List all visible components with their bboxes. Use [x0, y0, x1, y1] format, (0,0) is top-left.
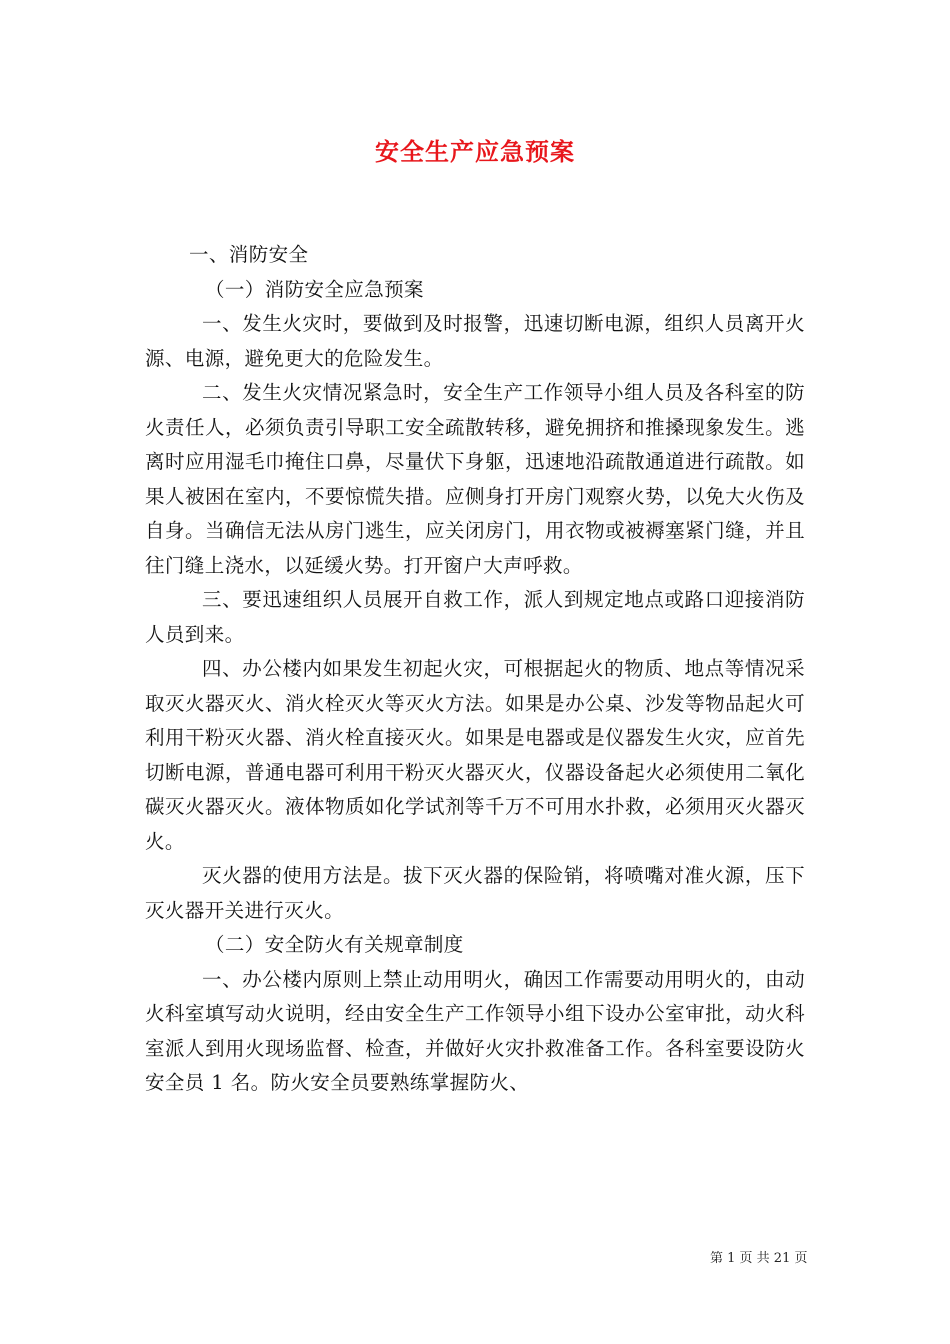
subsection-heading-emergency-plan: （一）消防安全应急预案: [205, 277, 424, 301]
paragraph-alarm: 一、发生火灾时，要做到及时报警，迅速切断电源，组织人员离开火源、电源，避免更大的危险发生。: [145, 312, 805, 370]
section-heading-fire-safety: 一、消防安全: [189, 243, 309, 266]
paragraph-open-flame-rules: 一、办公楼内原则上禁止动用明火，确因工作需要动用明火的，由动火科室填写动火说明，经由安全生产工作领导小组下设办公室审批，动火科室派人到用火现场监督、检查，并做好火灾扑救准备工作。各科室要设防火安全员 1 名。防火安全员要熟练掌握防火、: [145, 967, 805, 1094]
page-number: 第 1 页 共 21 页: [710, 1251, 808, 1266]
document-title: 安全生产应急预案: [375, 137, 575, 166]
subsection-heading-regulations: （二）安全防火有关规章制度: [205, 933, 464, 956]
paragraph-self-rescue: 三、要迅速组织人员展开自救工作，派人到规定地点或路口迎接消防人员到来。: [145, 588, 805, 646]
document-body: [145, 238, 805, 1101]
paragraph-evacuation: 二、发生火灾情况紧急时，安全生产工作领导小组人员及各科室的防火责任人，必须负责引导职工安全疏散转移，避免拥挤和推搡现象发生。逃离时应用湿毛巾掩住口鼻，尽量伏下身躯，迅速地沿疏散通道进行疏散。如果人被困在室内，不要惊慌失措。应侧身打开房门观察火势，以免大火伤及自身。当确信无法从房门逃生，应关闭房门，用衣物或被褥塞紧门缝，并且往门缝上浇水，以延缓火势。打开窗户大声呼救。: [145, 381, 805, 577]
paragraph-extinguisher-usage: 灭火器的使用方法是。拔下灭火器的保险销，将喷嘴对准火源，压下灭火器开关进行灭火。: [145, 864, 805, 922]
paragraph-extinguishing-methods: 四、办公楼内如果发生初起火灾，可根据起火的物质、地点等情况采取灭火器灭火、消火栓灭火等灭火方法。如果是办公桌、沙发等物品起火可利用干粉灭火器、消火栓直接灭火。如果是电器或是仪器发生火灾，应首先切断电源，普通电器可利用干粉灭火器灭火，仪器设备起火必须使用二氧化碳灭火器灭火。液体物质如化学试剂等千万不可用水扑救，必须用灭火器灭火。: [145, 657, 805, 853]
